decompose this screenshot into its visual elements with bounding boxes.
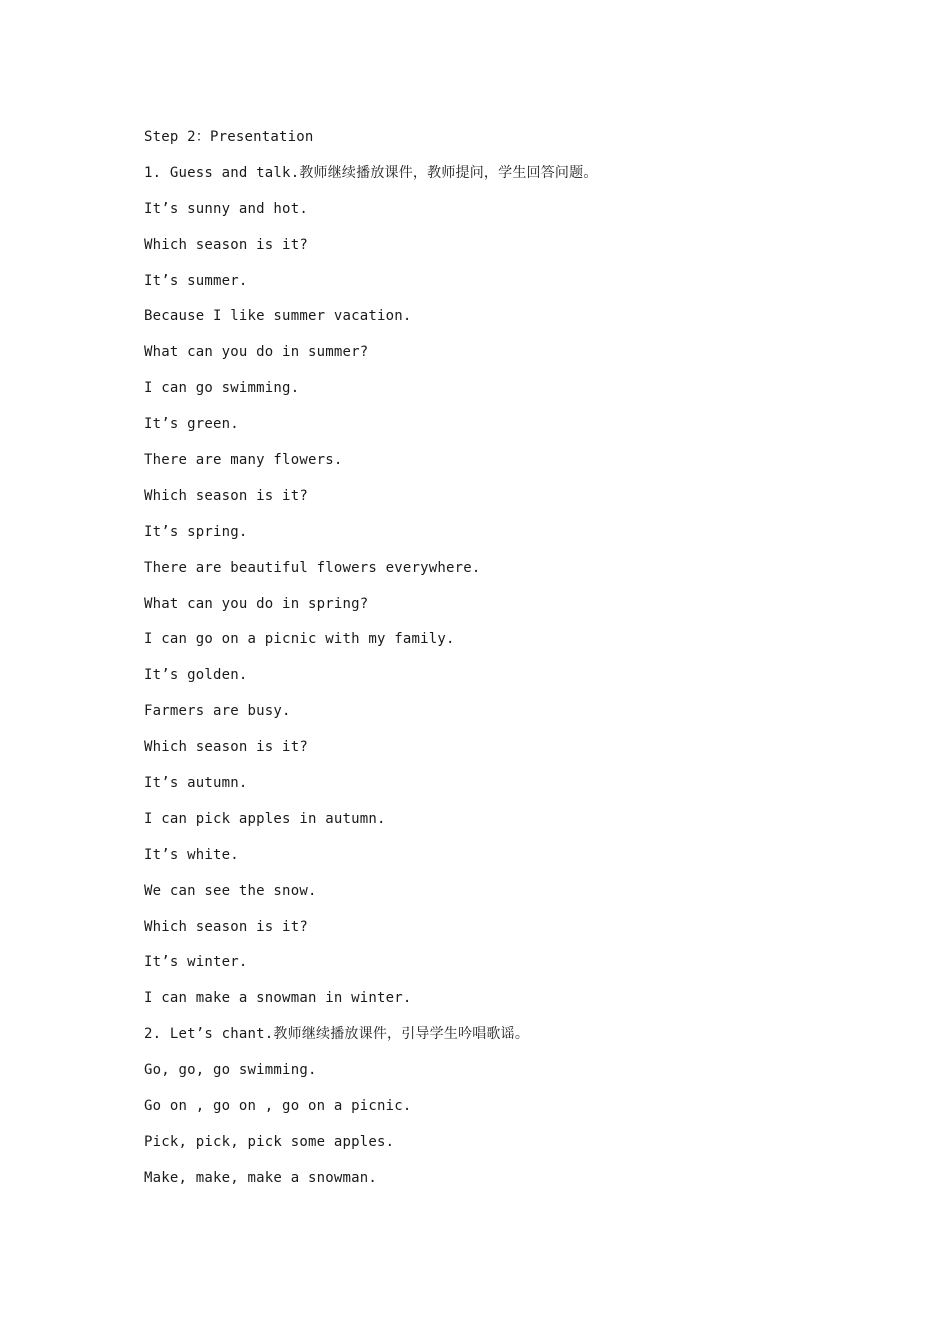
text-line: It’s summer. bbox=[144, 272, 248, 289]
text-line: Which season is it? bbox=[144, 918, 308, 935]
text-line: Farmers are busy. bbox=[144, 703, 291, 720]
text-line: It’s spring. bbox=[144, 523, 248, 540]
text-line: Which season is it? bbox=[144, 487, 308, 504]
text-line: It’s green. bbox=[144, 416, 239, 433]
text-line: There are many flowers. bbox=[144, 452, 343, 469]
section-2-heading: 2. Let’s chant.教师继续播放课件，引导学生吟唱歌谣。 bbox=[144, 1026, 530, 1043]
text-line: We can see the snow. bbox=[144, 882, 317, 899]
text-line: Because I like summer vacation. bbox=[144, 308, 412, 325]
chant-line: Pick, pick, pick some apples. bbox=[144, 1133, 395, 1150]
text-line: I can go on a picnic with my family. bbox=[144, 631, 455, 648]
text-line: What can you do in spring? bbox=[144, 595, 369, 612]
text-line: It’s golden. bbox=[144, 667, 248, 684]
section-1-heading: 1. Guess and talk.教师继续播放课件，教师提问，学生回答问题。 bbox=[144, 164, 598, 181]
text-line: I can make a snowman in winter. bbox=[144, 990, 412, 1007]
step-heading: Step 2：Presentation bbox=[144, 129, 314, 145]
text-line: There are beautiful flowers everywhere. bbox=[144, 559, 481, 576]
chant-line: Make, make, make a snowman. bbox=[144, 1169, 377, 1186]
chant-line: Go, go, go swimming. bbox=[144, 1062, 317, 1079]
text-line: I can go swimming. bbox=[144, 380, 300, 397]
text-line: It’s autumn. bbox=[144, 775, 248, 792]
text-line: Which season is it? bbox=[144, 739, 308, 756]
document-body bbox=[144, 126, 844, 1203]
text-line: What can you do in summer? bbox=[144, 344, 369, 361]
text-line: It’s sunny and hot. bbox=[144, 200, 308, 217]
text-line: I can pick apples in autumn. bbox=[144, 810, 386, 827]
text-line: It’s winter. bbox=[144, 954, 248, 971]
chant-line: Go on , go on , go on a picnic. bbox=[144, 1098, 412, 1115]
text-line: Which season is it? bbox=[144, 236, 308, 253]
text-line: It’s white. bbox=[144, 846, 239, 863]
